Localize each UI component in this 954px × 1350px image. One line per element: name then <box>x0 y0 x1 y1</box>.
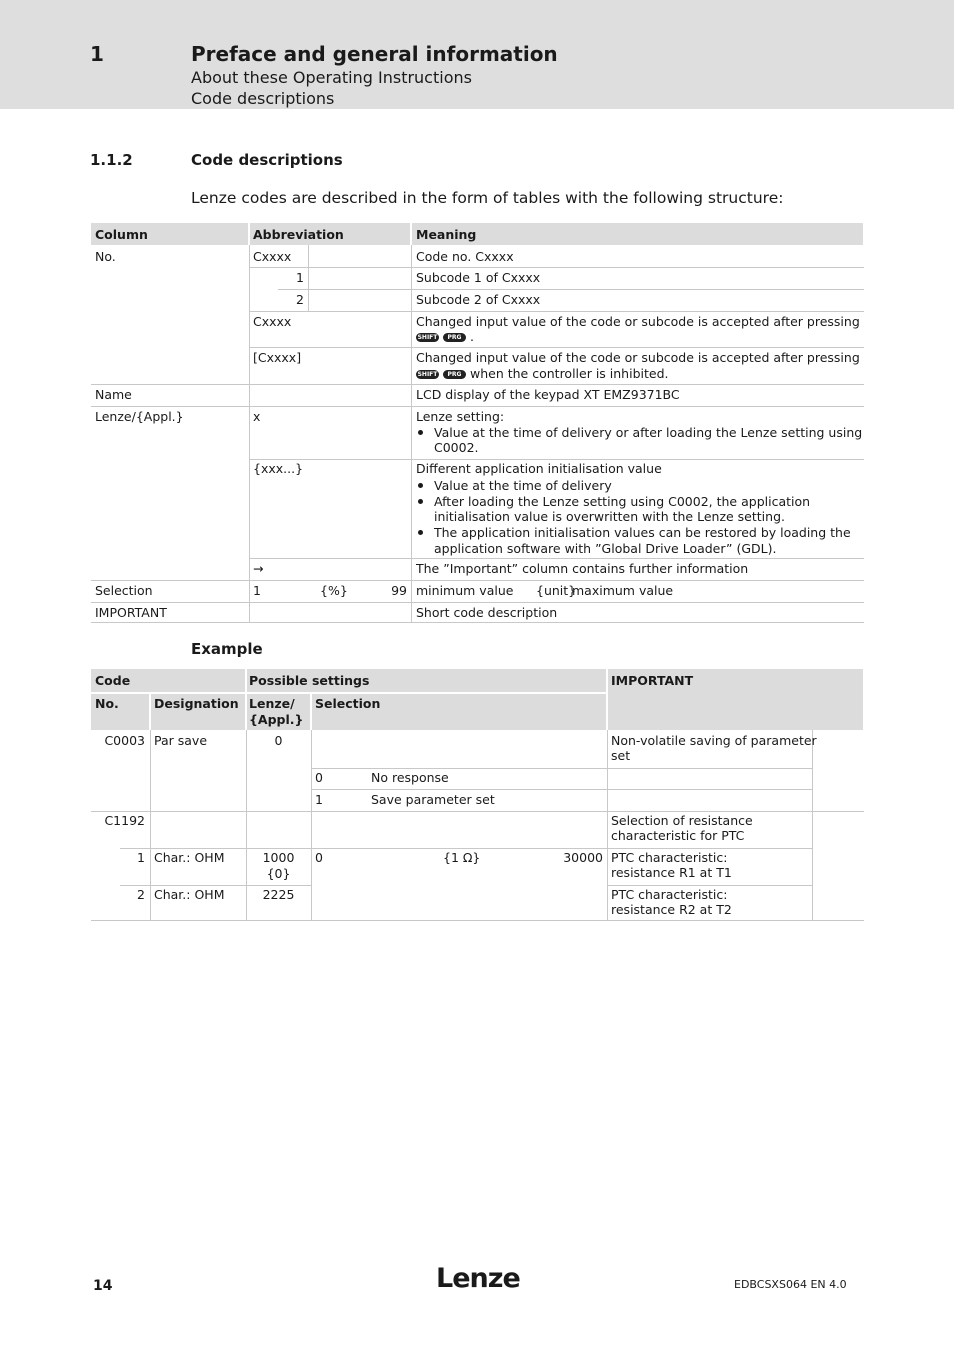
abbr-x: x <box>253 409 261 424</box>
page-number: 14 <box>93 1278 113 1294</box>
important-text: resistance R1 at T1 <box>611 865 732 880</box>
designation: Char.: OHM <box>154 850 225 865</box>
code-c0003: C0003 <box>104 733 145 748</box>
bullet-text: Value at the time of delivery or after loading the Lenze setting using <box>434 425 863 440</box>
column-divider <box>607 730 608 920</box>
meaning-changed-value: Changed input value of the code or subcode is accepted after pressing <box>416 314 860 329</box>
bullet-text: initialisation value is overwritten with the Lenze setting. <box>434 509 785 524</box>
important-text: Selection of resistance <box>611 813 753 828</box>
column-divider <box>308 245 309 311</box>
row-divider <box>608 885 813 886</box>
row-divider <box>91 811 864 812</box>
column-header-possible-settings: Possible settings <box>249 673 370 688</box>
column-divider <box>812 730 813 920</box>
selection-min-text: minimum value <box>416 583 514 598</box>
row-label-selection: Selection <box>95 583 153 598</box>
row-divider <box>91 602 864 603</box>
intro-text: Lenze codes are described in the form of tables with the following structure: <box>191 189 784 207</box>
meaning-subcode-1: Subcode 1 of Cxxxx <box>416 270 541 285</box>
abbr-bracket-cxxxx: [Cxxxx] <box>253 350 302 365</box>
column-header-abbreviation: Abbreviation <box>253 227 344 242</box>
row-divider <box>312 768 813 769</box>
shift-key-icon: SHIFT <box>417 371 438 378</box>
column-header-code: Code <box>95 673 131 688</box>
subcode-number: 1 <box>296 270 304 285</box>
key-sequence <box>416 366 668 381</box>
abbr-xxx: {xxx...} <box>253 461 304 476</box>
abbr-cxxxx: Cxxxx <box>253 249 292 264</box>
subcode-number: 2 <box>296 292 304 307</box>
header-subtitle-2: Code descriptions <box>191 89 335 108</box>
bullet-text: The application initialisation values can be restored by loading the <box>434 525 851 540</box>
arrow-icon: → <box>253 561 264 576</box>
row-divider <box>120 885 312 886</box>
bullet-text: Value at the time of delivery <box>434 478 612 493</box>
meaning-tail: when the controller is inhibited. <box>470 366 669 381</box>
column-divider <box>150 730 151 920</box>
important-text: resistance R2 at T2 <box>611 902 732 917</box>
subcode-number: 1 <box>137 850 145 865</box>
row-divider <box>250 459 864 460</box>
row-divider <box>91 920 864 921</box>
option-number: 1 <box>315 792 323 807</box>
prg-key-icon: PRG <box>443 370 466 379</box>
column-header-column: Column <box>95 227 148 242</box>
important-text: set <box>611 748 631 763</box>
meaning-lenze-setting: Lenze setting: <box>416 409 505 424</box>
meaning-diff-app: Different application initialisation value <box>416 461 662 476</box>
option-text: Save parameter set <box>371 792 495 807</box>
meaning-changed-inhibited: Changed input value of the code or subcode is accepted after pressing <box>416 350 860 365</box>
important-text: Non-volatile saving of parameter <box>611 733 817 748</box>
row-divider <box>91 384 864 385</box>
option-text: No response <box>371 770 449 785</box>
option-number: 0 <box>315 770 323 785</box>
lenze-logo: Lenze <box>436 1263 520 1294</box>
lenze-value: 1000 <box>262 850 295 865</box>
meaning-tail: . <box>470 329 474 344</box>
selection-max: 99 <box>391 583 407 598</box>
key-sequence <box>416 329 474 344</box>
meaning-important-ref: The ”Important” column contains further information <box>416 561 749 576</box>
chapter-number: 1 <box>90 42 104 66</box>
row-divider <box>250 347 864 348</box>
shift-key-icon: SHIFT <box>417 334 438 341</box>
selection-unit: {1 Ω} <box>443 850 481 865</box>
header-cell <box>412 223 863 245</box>
row-label-no: No. <box>95 249 116 264</box>
section-number: 1.1.2 <box>90 151 133 169</box>
bullet-text: After loading the Lenze setting using C0002, the application <box>434 494 811 509</box>
selection-unit-text: {unit} <box>536 583 577 598</box>
prg-key-icon: PRG <box>443 333 466 342</box>
row-divider <box>120 848 813 849</box>
column-divider <box>311 730 312 920</box>
row-divider <box>91 406 864 407</box>
designation: Char.: OHM <box>154 887 225 902</box>
appl-value: {0} <box>266 866 291 881</box>
selection-max-text: maximum value <box>572 583 674 598</box>
document-id: EDBCSXS064 EN 4.0 <box>734 1278 847 1291</box>
row-divider <box>312 789 813 790</box>
chapter-title: Preface and general information <box>191 42 558 66</box>
selection-unit: {%} <box>320 583 348 598</box>
important-text: PTC characteristic: <box>611 887 728 902</box>
section-title: Code descriptions <box>191 151 343 169</box>
row-divider <box>91 580 864 581</box>
row-divider <box>250 267 864 268</box>
bullet-icon <box>418 430 423 435</box>
meaning-subcode-2: Subcode 2 of Cxxxx <box>416 292 541 307</box>
meaning-important: Short code description <box>416 605 558 620</box>
row-label-name: Name <box>95 387 132 402</box>
subcode-number: 2 <box>137 887 145 902</box>
column-divider <box>249 245 250 623</box>
lenze-value: 2225 <box>262 887 295 902</box>
important-text: PTC characteristic: <box>611 850 728 865</box>
row-divider <box>278 289 864 290</box>
column-header-meaning: Meaning <box>416 227 477 242</box>
column-divider <box>411 245 412 623</box>
designation-par-save: Par save <box>154 733 208 748</box>
bullet-icon <box>418 530 423 535</box>
column-header-selection: Selection <box>315 696 381 711</box>
important-text: characteristic for PTC <box>611 828 745 843</box>
selection-max: 30000 <box>563 850 603 865</box>
meaning-code-no: Code no. Cxxxx <box>416 249 514 264</box>
row-divider <box>250 558 864 559</box>
code-c1192: C1192 <box>104 813 145 828</box>
lenze-value: 0 <box>274 733 283 748</box>
row-label-important: IMPORTANT <box>95 605 167 620</box>
example-heading: Example <box>191 640 263 658</box>
header-subtitle: About these Operating Instructions <box>191 68 472 87</box>
row-divider <box>91 622 864 623</box>
column-header-designation: Designation <box>154 696 239 711</box>
bullet-icon <box>418 483 423 488</box>
meaning-name: LCD display of the keypad XT EMZ9371BC <box>416 387 680 402</box>
selection-min: 1 <box>253 583 261 598</box>
row-divider <box>250 311 864 312</box>
column-header-lenze-appl: {Appl.} <box>249 712 304 727</box>
column-header-lenze: Lenze/ <box>249 696 295 711</box>
abbr-cxxxx: Cxxxx <box>253 314 292 329</box>
bullet-icon <box>418 499 423 504</box>
selection-min: 0 <box>315 850 323 865</box>
bullet-text: application software with ”Global Drive Loader” (GDL). <box>434 541 777 556</box>
column-header-important: IMPORTANT <box>611 673 694 688</box>
row-label-lenze: Lenze/{Appl.} <box>95 409 184 424</box>
bullet-text: C0002. <box>434 440 479 455</box>
column-header-no: No. <box>95 696 119 711</box>
